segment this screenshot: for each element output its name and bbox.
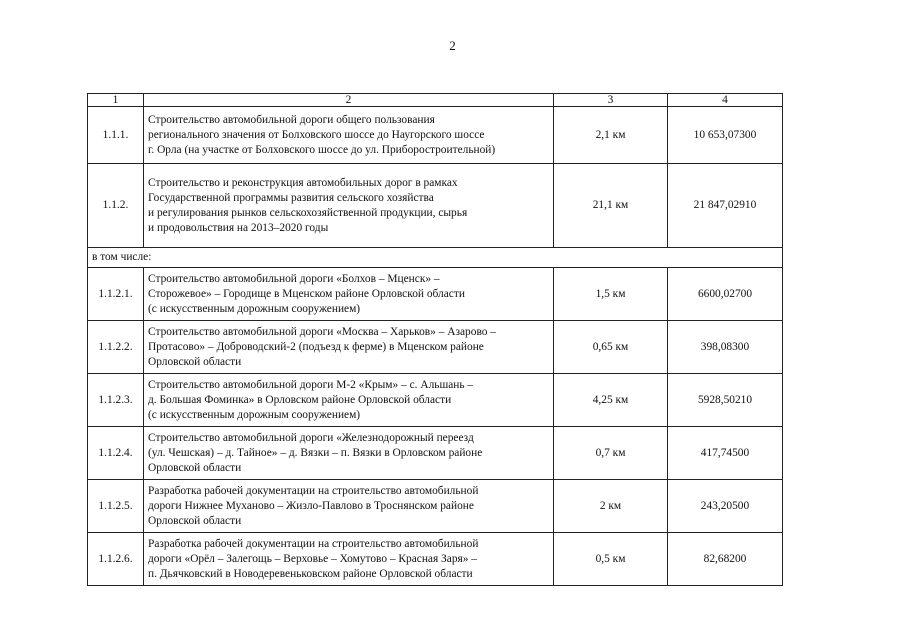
row-description	[144, 321, 554, 374]
row-length: 0,7 км	[554, 427, 668, 480]
row-length: 2 км	[554, 480, 668, 533]
description-line: Разработка рабочей документации на строительство автомобильной	[148, 537, 479, 550]
row-number: 1.1.2.4.	[88, 427, 144, 480]
page-number: 2	[449, 38, 456, 53]
row-amount: 82,68200	[668, 533, 783, 586]
description-line: Строительство автомобильной дороги «Москва – Харьков» – Азарово –	[148, 325, 496, 338]
description-line: Сторожевое» – Городище в Мценском районе Орловской области	[148, 287, 465, 300]
row-amount: 5928,50210	[668, 374, 783, 427]
row-length: 0,65 км	[554, 321, 668, 374]
row-number: 1.1.2.1.	[88, 268, 144, 321]
description-line: (с искусственным дорожным сооружением)	[148, 302, 361, 315]
row-amount: 243,20500	[668, 480, 783, 533]
description-line: п. Дьячковский в Новодеревеньковском районе Орловской области	[148, 567, 473, 580]
row-length: 1,5 км	[554, 268, 668, 321]
description-line: Строительство автомобильной дороги М-2 «Крым» – с. Альшань –	[148, 378, 474, 391]
row-amount: 6600,02700	[668, 268, 783, 321]
row-amount: 398,08300	[668, 321, 783, 374]
table-header-row	[88, 94, 783, 107]
description-line: и регулирования рынков сельскохозяйственной продукции, сырья	[148, 206, 468, 219]
description-line: Государственной программы развития сельского хозяйства	[148, 191, 434, 204]
row-amount: 10 653,07300	[668, 107, 783, 164]
description-line: дороги «Орёл – Залегощь – Верховье – Хомутово – Красная Заря» –	[148, 552, 477, 565]
table-row	[88, 321, 783, 374]
row-length: 21,1 км	[554, 164, 668, 248]
table-row	[88, 268, 783, 321]
description-line: (с искусственным дорожным сооружением)	[148, 408, 361, 421]
row-number: 1.1.2.6.	[88, 533, 144, 586]
description-line: Строительство автомобильной дороги «Болхов – Мценск» –	[148, 272, 440, 285]
row-number: 1.1.1.	[88, 107, 144, 164]
column-header-3: 3	[554, 94, 668, 107]
row-description	[144, 427, 554, 480]
row-number: 1.1.2.3.	[88, 374, 144, 427]
section-row	[88, 248, 783, 268]
row-description	[144, 107, 554, 164]
row-length: 0,5 км	[554, 533, 668, 586]
table-row	[88, 164, 783, 248]
row-length: 4,25 км	[554, 374, 668, 427]
description-line: дороги Нижнее Муханово – Жизло-Павлово в Троснянском районе	[148, 499, 474, 512]
description-line: Строительство и реконструкция автомобильных дорог в рамках	[148, 176, 458, 189]
column-header-2: 2	[144, 94, 554, 107]
description-line: Орловской области	[148, 514, 242, 527]
row-description	[144, 374, 554, 427]
table-row	[88, 480, 783, 533]
row-number: 1.1.2.	[88, 164, 144, 248]
description-line: д. Большая Фоминка» в Орловском районе Орловской области	[148, 393, 452, 406]
column-header-1: 1	[88, 94, 144, 107]
table-row	[88, 374, 783, 427]
table-row	[88, 533, 783, 586]
row-description	[144, 533, 554, 586]
description-line: Орловской области	[148, 355, 242, 368]
description-line: Строительство автомобильной дороги «Железнодорожный переезд	[148, 431, 474, 444]
row-description	[144, 164, 554, 248]
column-header-4: 4	[668, 94, 783, 107]
description-line: г. Орла (на участке от Болховского шоссе до ул. Приборостроительной)	[148, 143, 496, 156]
description-line: и продовольствия на 2013–2020 годы	[148, 221, 329, 234]
row-length: 2,1 км	[554, 107, 668, 164]
row-description	[144, 268, 554, 321]
description-line: Строительство автомобильной дороги общего пользования	[148, 113, 435, 126]
row-amount: 417,74500	[668, 427, 783, 480]
roads-table	[87, 93, 783, 586]
row-number: 1.1.2.5.	[88, 480, 144, 533]
description-line: Разработка рабочей документации на строительство автомобильной	[148, 484, 479, 497]
description-line: Протасово» – Доброводский-2 (подъезд к ферме) в Мценском районе	[148, 340, 484, 353]
description-line: (ул. Чешская) – д. Тайное» – д. Вязки – п. Вязки в Орловском районе	[148, 446, 483, 459]
row-number: 1.1.2.2.	[88, 321, 144, 374]
row-description	[144, 480, 554, 533]
description-line: Орловской области	[148, 461, 242, 474]
row-amount: 21 847,02910	[668, 164, 783, 248]
description-line: регионального значения от Болховского шоссе до Наугорского шоссе	[148, 128, 485, 141]
table-row	[88, 427, 783, 480]
section-label: в том числе:	[88, 248, 783, 268]
table-row	[88, 107, 783, 164]
